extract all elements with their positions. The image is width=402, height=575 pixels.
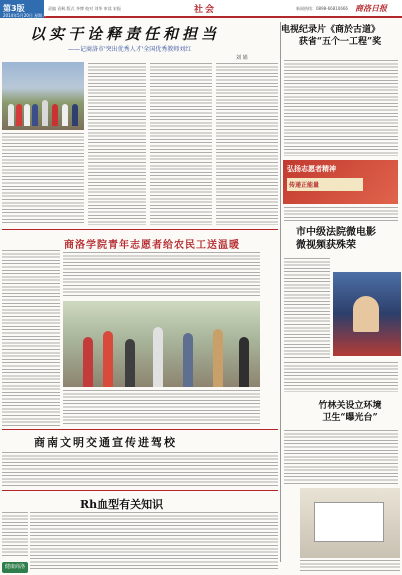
section-rule-3 <box>2 490 278 491</box>
traffic-headline: 商南文明交通宣传进驾校 <box>34 436 177 449</box>
main-article-col3 <box>216 63 278 225</box>
volunteer-banner-image: 弘扬志愿者精神 传递正能量 <box>283 160 398 204</box>
section-rule-2 <box>2 429 278 430</box>
volunteer-headline: 商洛学院青年志愿者给农民工送温暖 <box>64 240 240 251</box>
page-number: 第3版 <box>0 0 44 18</box>
main-subheadline: ——记商洛市'突出优秀人才'全国优秀教师刘红 <box>68 46 192 53</box>
rh-text <box>30 512 278 570</box>
column-divider <box>280 22 281 562</box>
rh-headline: Rh血型有关知识 <box>80 498 164 511</box>
newspaper-name: 商洛日报 <box>355 4 387 13</box>
volunteer-text-bottom <box>63 390 260 426</box>
hotline: 新闻热线：0898-66810666 <box>296 6 348 11</box>
right-item3-text <box>284 430 398 484</box>
court-film-poster <box>333 272 401 356</box>
main-article-col2 <box>150 63 212 225</box>
exposure-board-photo <box>300 488 400 558</box>
section-label: 社会 <box>193 5 216 15</box>
right-item1-title: 电视纪录片《商於古道》 获省“五个一工程”奖 <box>281 25 382 47</box>
editors-line: 责编 袁枫 版式 齐博 校对 刘华 审读 宋振 <box>48 6 121 11</box>
right-item2-title: 市中级法院微电影 微视频获殊荣 <box>296 227 376 251</box>
right-item2-text <box>284 258 330 358</box>
health-logo: 健康商洛 <box>2 562 28 573</box>
volunteer-photo <box>63 301 260 387</box>
photo-caption <box>300 560 400 572</box>
main-article-col0 <box>2 133 84 225</box>
right-item1-text-b <box>284 207 398 221</box>
section-rule <box>2 229 278 230</box>
right-item2-text-b <box>284 362 398 392</box>
right-item1-text <box>284 60 398 156</box>
volunteer-text-top <box>63 252 260 298</box>
rh-text-left <box>2 512 28 558</box>
main-author: 刘 娟 <box>236 55 248 61</box>
page-date: 2014年5月20日 星期二 <box>3 13 47 18</box>
main-article-col1 <box>88 63 146 225</box>
teacher-photo <box>2 62 84 130</box>
main-headline: 以实干诠释责任和担当 <box>30 25 221 43</box>
right-item3-title: 竹林关设立环境 卫生“曝光台” <box>318 401 382 423</box>
traffic-text <box>2 452 278 488</box>
volunteer-text-col1 <box>2 250 60 426</box>
